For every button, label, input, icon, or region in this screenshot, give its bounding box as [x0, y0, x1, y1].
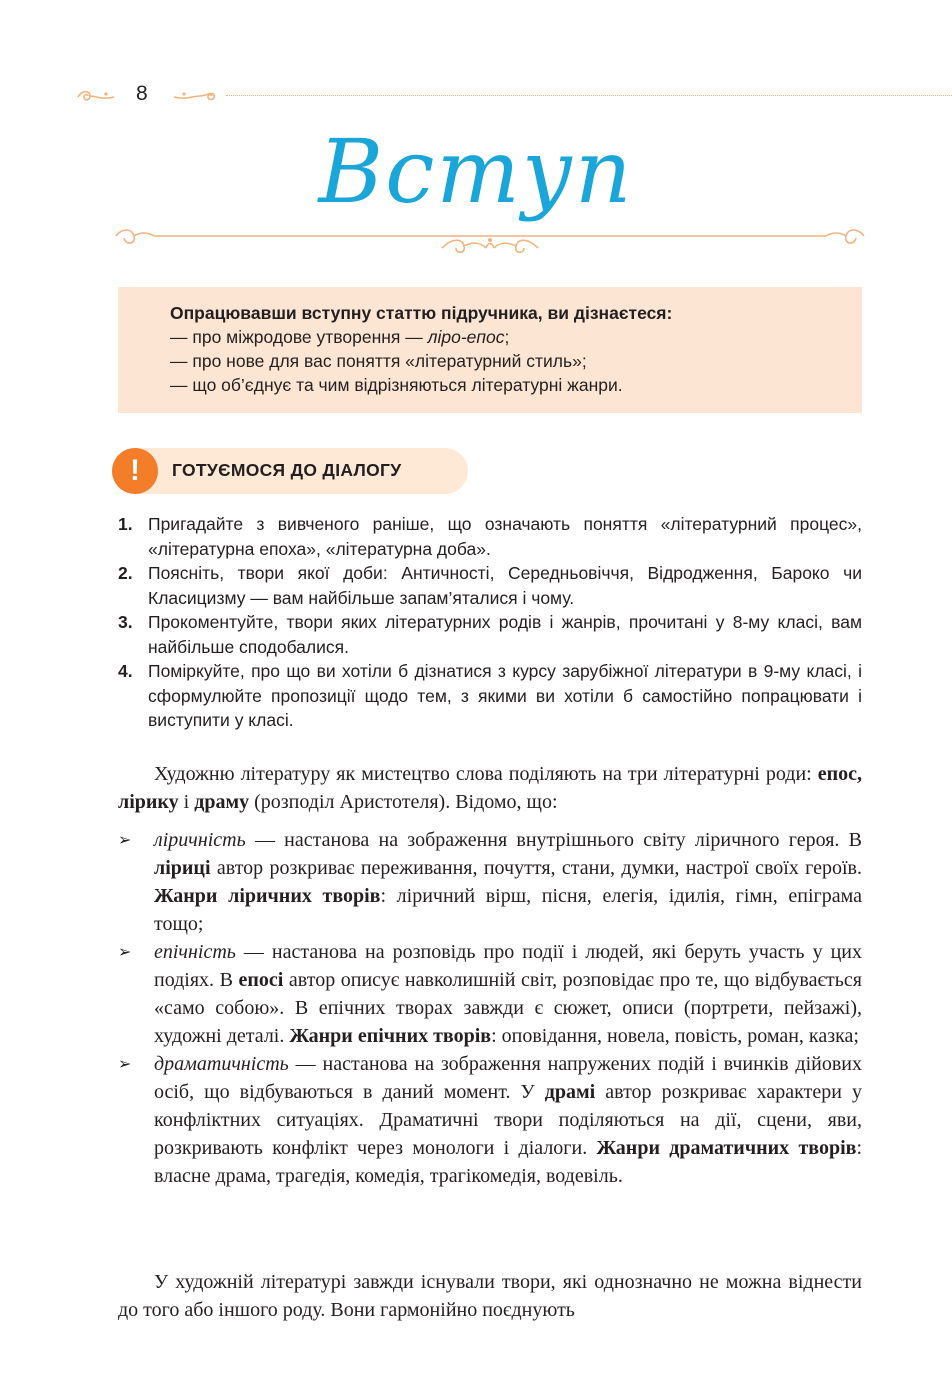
arrow-bullet-icon: ➢	[118, 830, 132, 849]
bullet-epic: ➢ епічність — настанова на розповідь про події і людей, які беруть участь у цих подіях. В епосі автор описує навколишній світ, розповідає про те, що відбувається «само собою». В епічних творах завжди є сюжет, описи (портрети, пейзажі), художні деталі. Жанри епічних творів: оповідання, новела, повість, роман, казка;	[118, 938, 862, 1050]
ornamental-divider	[112, 218, 868, 258]
paragraph-closing: У художній літературі завжди існували твори, які однозначно не можна віднести до того або іншого роду. Вони гармонійно поєднують	[118, 1271, 862, 1321]
bullet-lyric: ➢ ліричність — настанова на зображення внутрішнього світу ліричного героя. В ліриці автор розкриває переживання, почуття, стани, думки, настрої своїх героїв. Жанри ліричних творів: ліричний вірш, пісня, елегія, ідилія, гімн, епіграма тощо;	[118, 826, 862, 938]
goal-item: — про нове для вас поняття «літературний стиль»;	[170, 351, 587, 371]
page-header	[72, 82, 952, 112]
page-number: 8	[136, 82, 148, 105]
arrow-bullet-icon: ➢	[118, 1054, 132, 1073]
paragraph-intro: Художню літературу як мистецтво слова поділяють на три літературні роди: епос, лірику і драму (розподіл Аристотеля). Відомо, що:	[118, 763, 862, 813]
section-heading-label: ГОТУЄМОСЯ ДО ДІАЛОГУ	[172, 460, 402, 480]
scroll-flourish-icon	[76, 88, 116, 104]
goal-item: — що об’єднує та чим відрізняються літературні жанри.	[170, 375, 623, 395]
scroll-flourish-icon	[172, 88, 218, 104]
goal-item: — про міжродове утворення — ліро-епос;	[170, 327, 510, 347]
genre-bullets	[118, 826, 862, 1190]
goals-lead: Опрацювавши вступну статтю підручника, ви дізнаєтеся:	[170, 303, 673, 323]
question-item: 1. Пригадайте з вивченого раніше, що означають поняття «літературний процес», «літературна епоха», «літературна доба».	[118, 514, 862, 559]
arrow-bullet-icon: ➢	[118, 942, 132, 961]
header-rule	[226, 95, 952, 97]
learning-goals-box	[118, 287, 862, 413]
question-item: 2. Поясніть, твори якої доби: Античності, Середньовіччя, Відродження, Бароко чи Класицизму — вам найбільше запам’яталися і чому.	[118, 563, 862, 608]
questions-list	[118, 512, 862, 733]
bullet-drama: ➢ драматичність — настанова на зображення напружених подій і вчинків дійових осіб, що відбуваються в даний момент. У драмі автор розкриває характери у конфліктних ситуаціях. Драматичні твори поділяються на дії, сцени, яви, розкривають конфлікт через монологи і діалоги. Жанри драматичних творів: власне драма, трагедія, комедія, трагікомедія, водевіль.	[118, 1050, 862, 1190]
question-item: 3. Прокоментуйте, твори яких літературних родів і жанрів, прочитані у 8-му класі, вам найбільше сподобалися.	[118, 612, 862, 657]
question-item: 4. Поміркуйте, про що ви хотіли б дізнатися з курсу зарубіжної літератури в 9-му класі, і сформулюйте пропозиції щодо тем, з якими ви хотіли б самостійно попрацювати і виступити у класі.	[118, 661, 862, 730]
exclamation-icon: !	[112, 448, 158, 494]
section-heading-dialog	[112, 448, 468, 494]
page-title: Вступ	[318, 120, 634, 223]
